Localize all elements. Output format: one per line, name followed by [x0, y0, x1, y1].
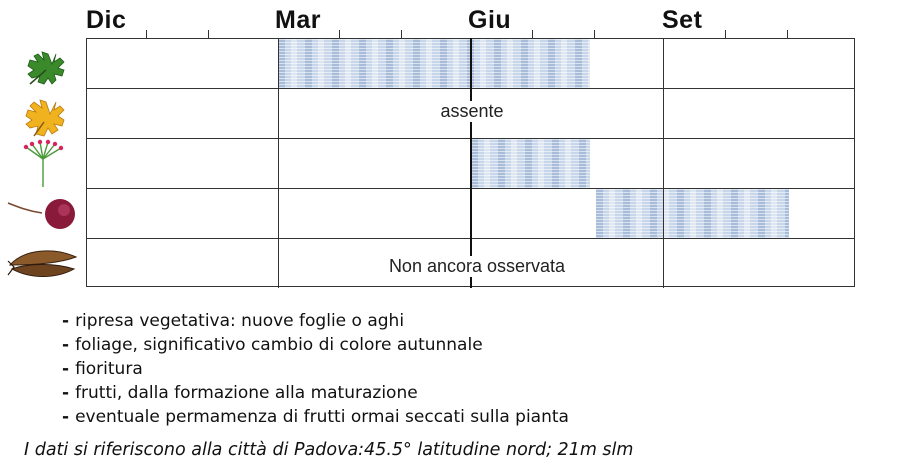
legend-item: - fioritura — [62, 359, 143, 379]
grid-col-divider-set — [663, 38, 664, 288]
location-note: I dati si riferiscono alla città di Padova:45.5° latitudine nord; 21m slm — [24, 440, 634, 460]
month-label-mar: Mar — [275, 6, 321, 34]
month-label-set: Set — [662, 6, 703, 34]
flower-umbel-icon — [4, 139, 82, 187]
legend-item: - frutti, dalla formazione alla maturazione — [62, 383, 418, 403]
month-label-giu: Giu — [468, 6, 512, 34]
month-label-dic: Dic — [86, 6, 127, 34]
red-fruit-icon — [4, 189, 82, 237]
grid-col-divider-mar — [278, 38, 279, 288]
cell-text-foliage: assente — [370, 101, 574, 122]
yellow-leaf-icon — [4, 90, 82, 138]
legend-item: - eventuale permamenza di frutti ormai seccati sulla pianta — [62, 407, 569, 427]
grid-col-divider-giu — [470, 38, 472, 288]
legend-item: - ripresa vegetativa: nuove foglie o aghi — [62, 311, 405, 331]
green-leaf-icon — [4, 40, 82, 88]
dried-pod-icon — [4, 239, 82, 287]
legend — [62, 309, 569, 429]
legend-item: - foliage, significativo cambio di colore autunnale — [62, 335, 483, 355]
cell-text-frutti-secchi: Non ancora osservata — [340, 256, 614, 277]
